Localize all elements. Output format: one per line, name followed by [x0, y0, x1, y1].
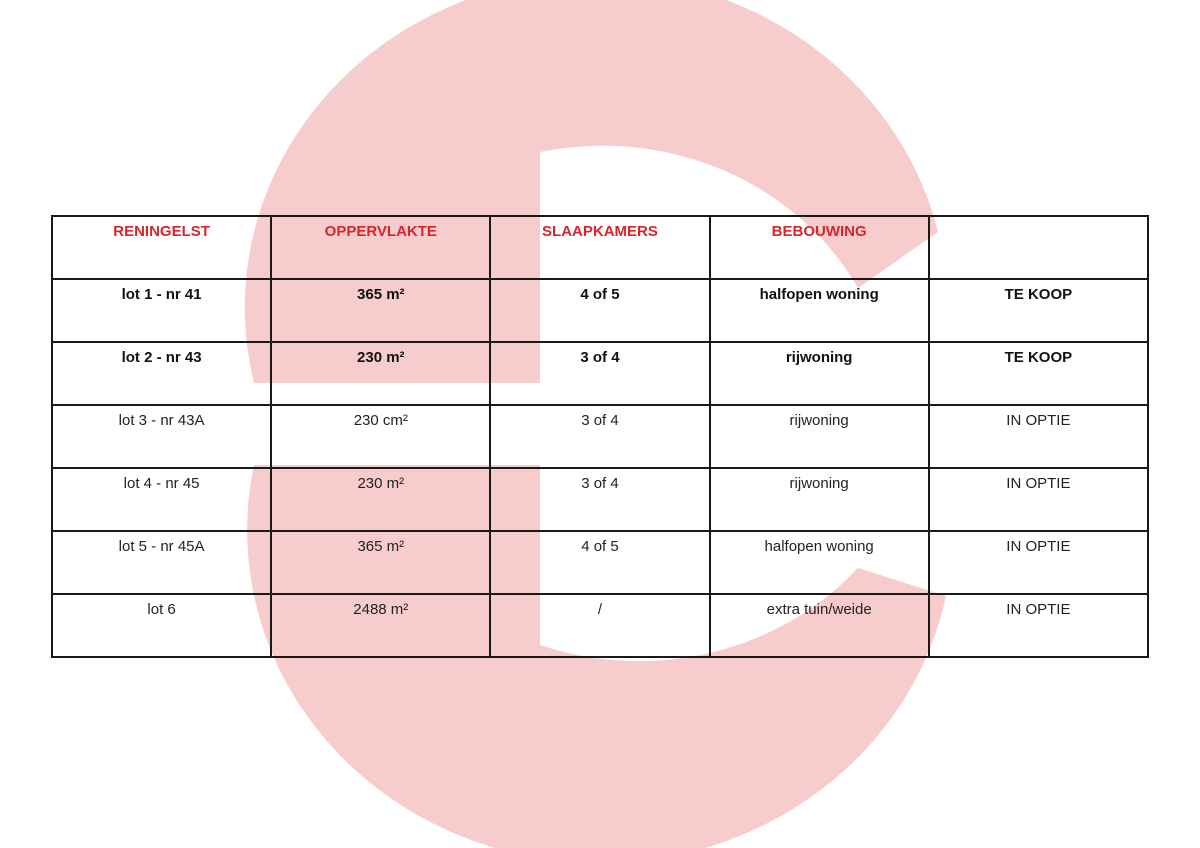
cell-status: TE KOOP: [929, 342, 1148, 405]
table-row: [52, 531, 1148, 594]
cell-lot: lot 1 - nr 41: [52, 279, 271, 342]
table-row: [52, 468, 1148, 531]
cell-status: IN OPTIE: [929, 405, 1148, 468]
cell-lot: lot 3 - nr 43A: [52, 405, 271, 468]
cell-bedrooms: 3 of 4: [490, 468, 709, 531]
table-row: [52, 342, 1148, 405]
cell-status: IN OPTIE: [929, 468, 1148, 531]
header-location: RENINGELST: [52, 216, 271, 279]
header-bedrooms: SLAAPKAMERS: [490, 216, 709, 279]
cell-bedrooms: 3 of 4: [490, 405, 709, 468]
cell-lot: lot 5 - nr 45A: [52, 531, 271, 594]
cell-status: IN OPTIE: [929, 594, 1148, 657]
cell-area: 2488 m²: [271, 594, 490, 657]
header-area: OPPERVLAKTE: [271, 216, 490, 279]
cell-status: TE KOOP: [929, 279, 1148, 342]
table-row: [52, 594, 1148, 657]
cell-area: 365 m²: [271, 279, 490, 342]
lots-table: [51, 215, 1149, 658]
cell-lot: lot 4 - nr 45: [52, 468, 271, 531]
cell-building: rijwoning: [710, 342, 929, 405]
cell-bedrooms: 4 of 5: [490, 279, 709, 342]
table-row: [52, 279, 1148, 342]
cell-area: 230 m²: [271, 342, 490, 405]
header-building: BEBOUWING: [710, 216, 929, 279]
cell-building: extra tuin/weide: [710, 594, 929, 657]
cell-building: rijwoning: [710, 405, 929, 468]
cell-building: rijwoning: [710, 468, 929, 531]
cell-building: halfopen woning: [710, 279, 929, 342]
cell-status: IN OPTIE: [929, 531, 1148, 594]
cell-area: 230 m²: [271, 468, 490, 531]
header-status: [929, 216, 1148, 279]
cell-building: halfopen woning: [710, 531, 929, 594]
table-row: [52, 405, 1148, 468]
cell-bedrooms: 4 of 5: [490, 531, 709, 594]
cell-bedrooms: /: [490, 594, 709, 657]
cell-lot: lot 2 - nr 43: [52, 342, 271, 405]
table-header-row: [52, 216, 1148, 279]
cell-area: 230 cm²: [271, 405, 490, 468]
cell-lot: lot 6: [52, 594, 271, 657]
cell-bedrooms: 3 of 4: [490, 342, 709, 405]
cell-area: 365 m²: [271, 531, 490, 594]
